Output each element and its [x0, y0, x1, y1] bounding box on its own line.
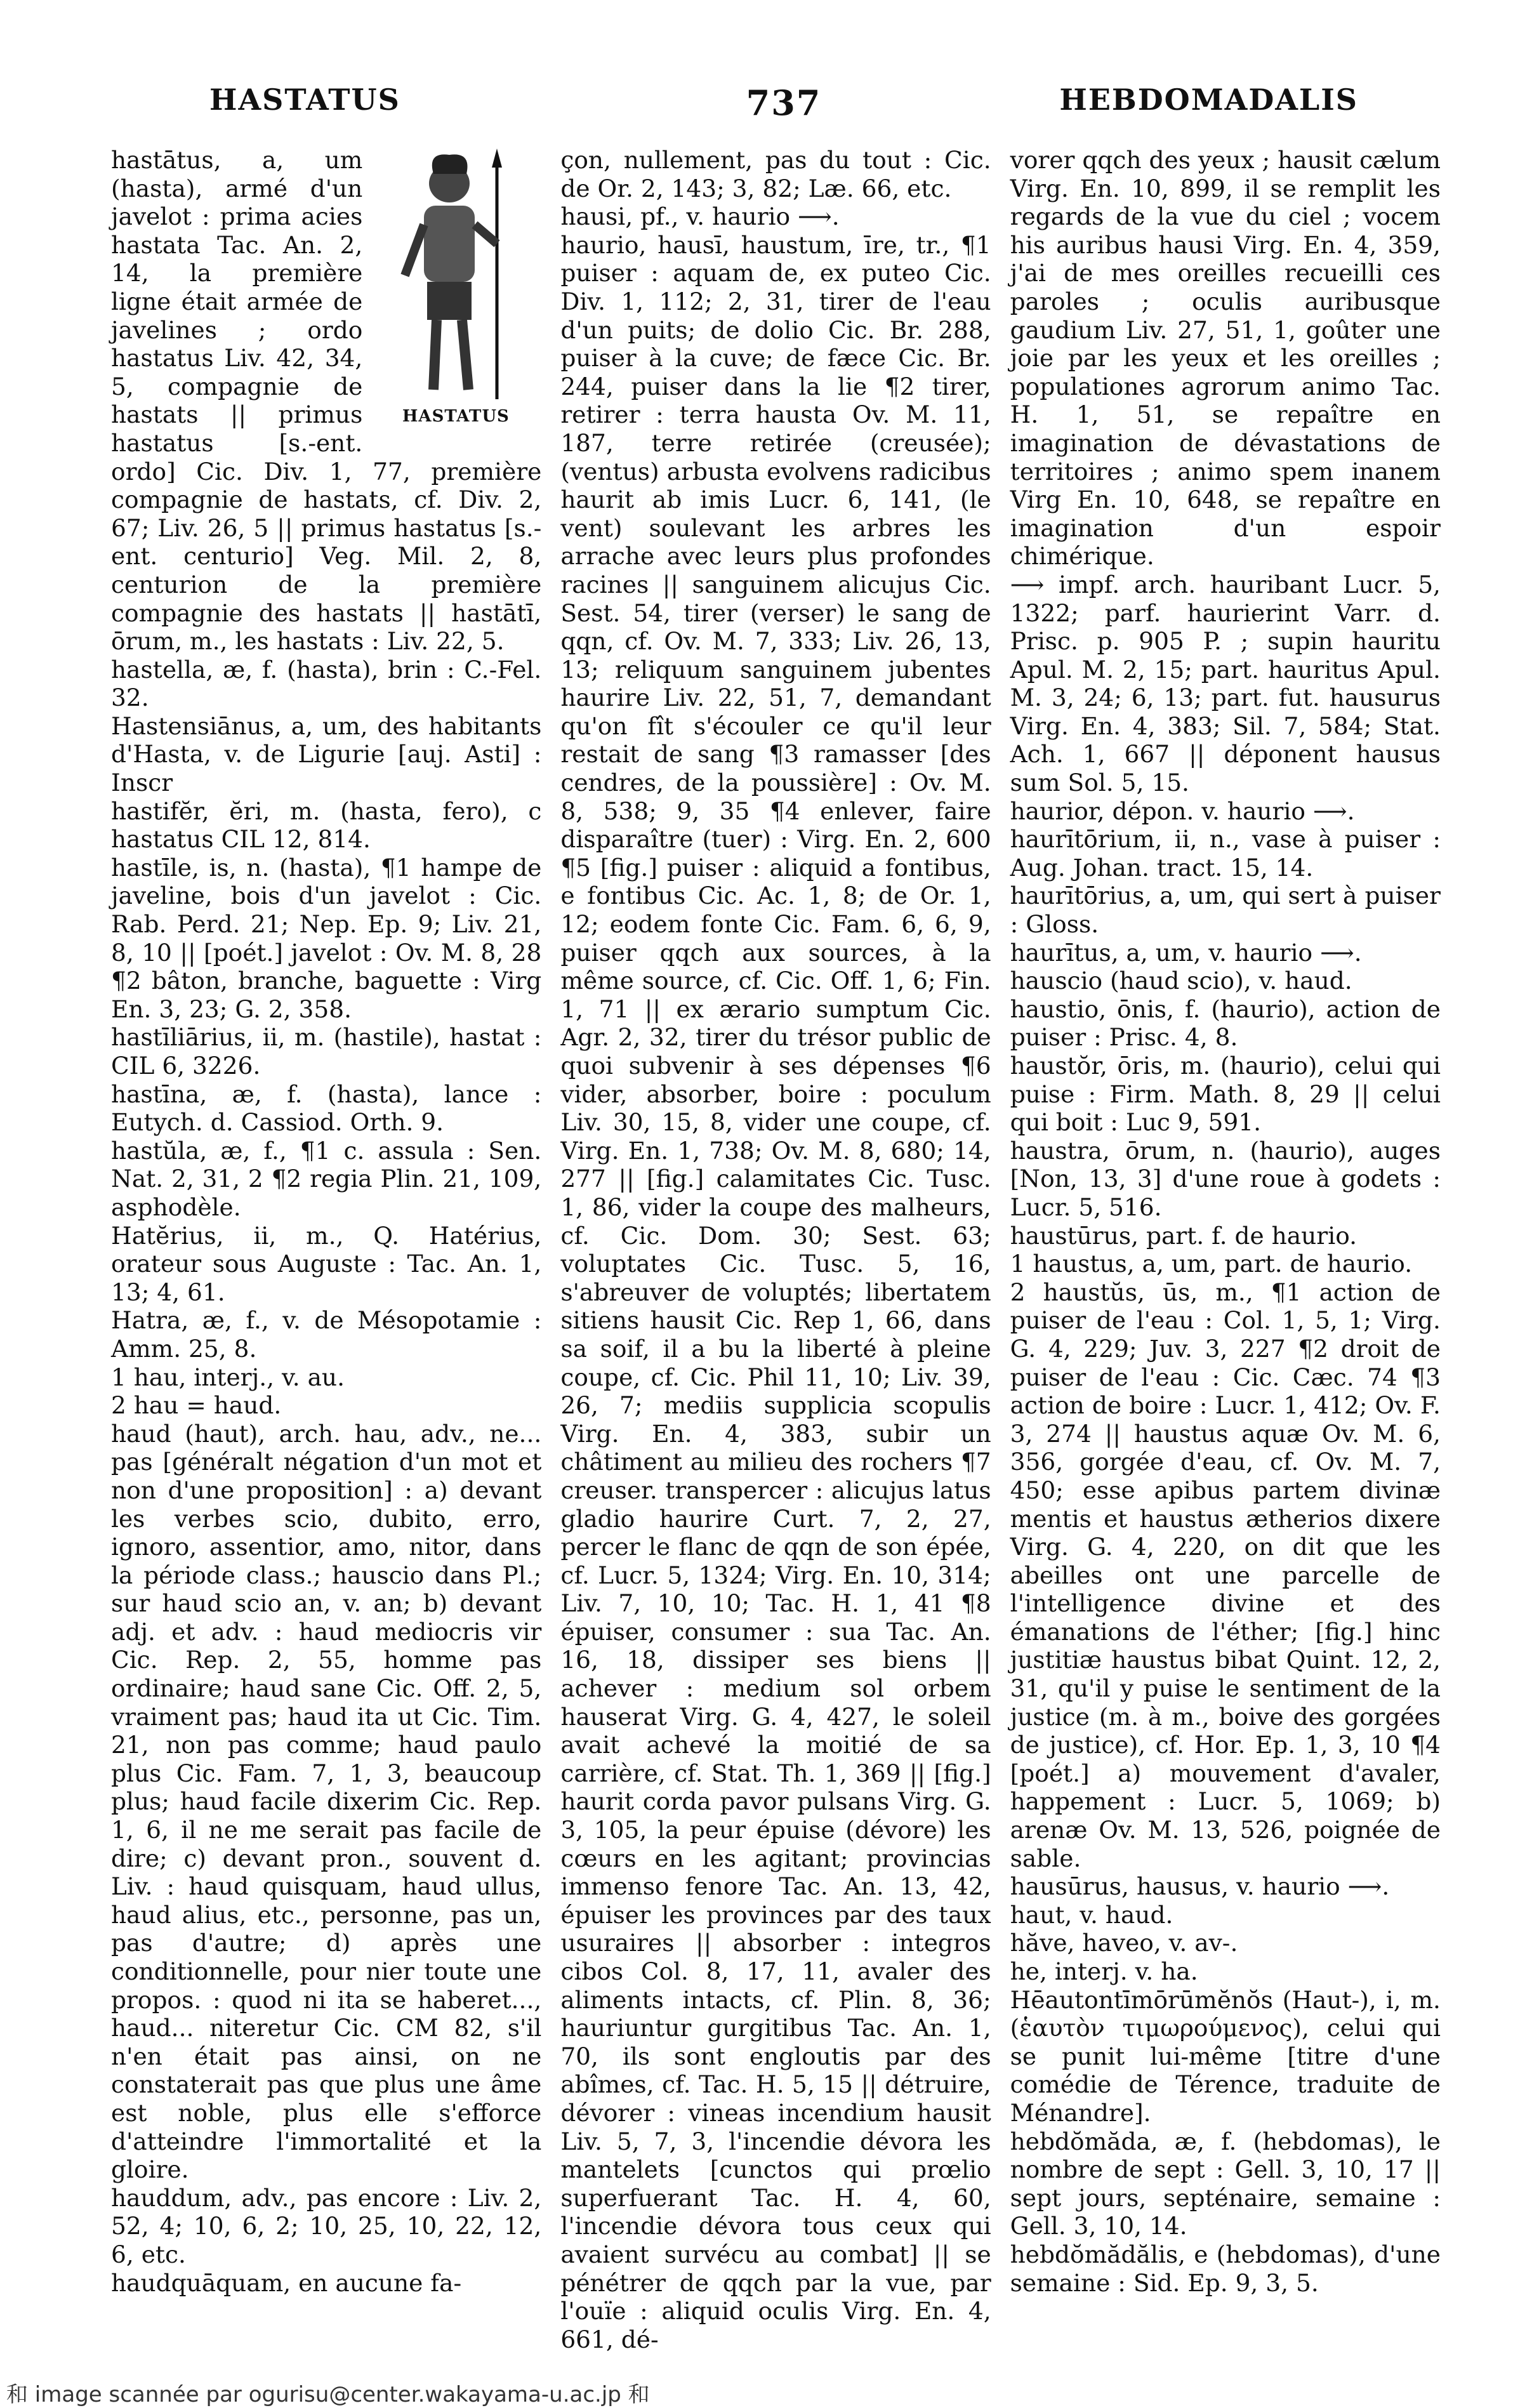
dictionary-entry: hauddum, adv., pas encore : Liv. 2, 52, 4; 10, 6, 2; 10, 25, 10, 22, 12, 6, etc.: [111, 2183, 542, 2268]
scan-credit: 和 image scannée par ogurisu@center.wakayama-u.ac.jp 和: [6, 2382, 650, 2407]
column-left: [111, 146, 541, 2323]
running-head-left: HASTATUS: [209, 83, 400, 117]
dictionary-entry: Hatra, æ, f., v. de Mésopotamie : Amm. 25, 8.: [111, 1306, 542, 1363]
running-head-right: HEBDOMADALIS: [1059, 83, 1358, 117]
dictionary-entry: haud (haut), arch. hau, adv., ne... pas [généralt négation d'un mot et non d'une proposition] : a) devant les verbes scio, dubito, erro, ignoro, assentior, amo, nitor, dans la période class.; hauscio dans Pl.; sur haud scio an, v. an; b) devant adj. et adv. : haud mediocris vir Cic. Rep. 2, 55, homme pas ordinaire; haud sane Cic. Off. 2, 5, vraiment pas; haud ita ut Cic. Tim. 21, non pas comme; haud paulo plus Cic. Fam. 7, 1, 3, beaucoup plus; haud facile dixerim Cic. Rep. 1, 6, il ne me serait pas facile de dire; c) devant pron., souvent d. Liv. : haud quisquam, haud ullus, haud alius, etc., personne, pas un, pas d'autre; d) après une conditionnelle, pour nier toute une propos. : quod ni ita se haberet..., haud... niteretur Cic. CM 82, s'il n'en était pas ainsi, on ne constaterait pas que plus une âme est noble, plus elle s'efforce d'atteindre l'immortalité et la gloire.: [111, 1419, 542, 2184]
dictionary-entry: haustūrus, part. f. de haurio.: [1010, 1221, 1357, 1250]
dictionary-entry: hausi, pf., v. haurio ⟶.: [560, 202, 840, 231]
dictionary-entry: haurītōrium, ii, n., vase à puiser : Aug. Johan. tract. 15, 14.: [1010, 825, 1441, 882]
dictionary-entry: vorer qqch des yeux ; hausit cælum Virg. En. 10, 899, il se remplit les regards de la vue du ciel ; vocem his auribus hausi Virg. En. 4, 359, j'ai de mes oreilles recueilli ces paroles ; oculis auribusque gaudium Liv. 27, 51, 1, goûter une joie par les yeux et les oreilles ; populationes agrorum animo Tac. H. 1, 51, se repaître en imagination de dévastations de territoires ; animo spem inanem Virg En. 10, 648, se repaître en imagination d'un espoir chimérique.: [1010, 146, 1441, 571]
dictionary-entry: Hēautontīmōrūmĕnŏs (Haut-), i, m. (ἑαυτὸν τιμωρούμενος), celui qui se punit lui-même [titre d'une comédie de Térence, traduite de Ménandre].: [1010, 1985, 1441, 2127]
dictionary-entry: hastella, æ, f. (hasta), brin : C.-Fel. 32.: [111, 655, 542, 712]
dictionary-entry: çon, nullement, pas du tout : Cic. de Or. 2, 143; 3, 82; Læ. 66, etc.: [560, 146, 991, 202]
dictionary-entry: Hatĕrius, ii, m., Q. Hatérius, orateur sous Auguste : Tac. An. 1, 13; 4, 61.: [111, 1221, 542, 1306]
dictionary-entry: hastīliārius, ii, m. (hastile), hastat : CIL 6, 3226.: [111, 1023, 542, 1080]
dictionary-entry: haurītōrius, a, um, qui sert à puiser : Gloss.: [1010, 882, 1441, 939]
dictionary-entry: hebdŏmăda, æ, f. (hebdomas), le nombre de sept : Gell. 3, 10, 17 || sept jours, septénaire, semaine : Gell. 3, 10, 14.: [1010, 2127, 1441, 2240]
page-header: [209, 83, 1358, 133]
dictionary-entry: he, interj. v. ha.: [1010, 1957, 1198, 1985]
dictionary-entry: hastīle, is, n. (hasta), ¶1 hampe de javeline, bois d'un javelot : Cic. Rab. Perd. 21; Nep. Ep. 9; Liv. 21, 8, 10 || [poét.] javelot : Ov. M. 8, 28 ¶2 bâton, branche, baguette : Virg En. 3, 23; G. 2, 358.: [111, 853, 542, 1023]
page-number: 737: [746, 83, 822, 123]
dictionary-entry: hăve, haveo, v. av-.: [1010, 1929, 1238, 1957]
hastatus-illustration: [370, 149, 541, 428]
dictionary-entry: hauscio (haud scio), v. haud.: [1010, 967, 1352, 995]
dictionary-entry: haustio, ōnis, f. (haurio), action de puiser : Prisc. 4, 8.: [1010, 995, 1441, 1052]
dictionary-entry: hastātus, a, um (hasta), armé d'un javelot : prima acies hastata Tac. An. 2, 14, la première ligne était armée de javelines ; ordo hastatus Liv. 42, 34, 5, compagnie de hastats || primus hastatus [s.-ent. ordo] Cic. Div. 1, 77, première compagnie de hastats, cf. Div. 2, 67; Liv. 26, 5 || primus hastatus [s.-ent. centurio] Veg. Mil. 2, 8, centurion de la première compagnie des hastats || hastātī, ōrum, m., les hastats : Liv. 22, 5.: [111, 146, 542, 656]
dictionary-entry: 2 hau = haud.: [111, 1391, 282, 1420]
dictionary-entry: haustŏr, ōris, m. (haurio), celui qui puise : Firm. Math. 8, 29 || celui qui boit : Luc 9, 591.: [1010, 1052, 1441, 1137]
dictionary-entry: haustra, ōrum, n. (haurio), auges [Non, 13, 3] d'une roue à godets : Lucr. 5, 516.: [1010, 1136, 1441, 1221]
dictionary-entry: 2 haustŭs, ūs, m., ¶1 action de puiser de l'eau : Col. 1, 5, 1; Virg. G. 4, 229; Juv. 3, 227 ¶2 droit de puiser de l'eau : Cic. Cæc. 74 ¶3 action de boire : Lucr. 1, 412; Ov. F. 3, 274 || haustus aquæ Ov. M. 6, 356, gorgée d'eau, cf. Ov. M. 7, 450; esse apibus partem divinæ mentis et haustus ætherios dixere Virg. G. 4, 220, on dit que les abeilles ont une parcelle de l'intelligence divine et des émanations de l'éther; [fig.] hinc justitiæ haustus bibat Quint. 12, 2, 31, qu'il y puise le sentiment de la justice (m. à m., boive des gorgées de justice), cf. Hor. Ep. 1, 3, 10 ¶4 [poét.] a) mouvement d'avaler, happement : Lucr. 5, 1069; b) arenæ Ov. M. 13, 526, poignée de sable.: [1010, 1278, 1441, 1872]
dictionary-entry: hausūrus, hausus, v. haurio ⟶.: [1010, 1872, 1390, 1901]
dictionary-entry: haut, v. haud.: [1010, 1900, 1173, 1929]
dictionary-columns: [111, 146, 1441, 2353]
dictionary-entry: haudquāquam, en aucune fa-: [111, 2268, 462, 2297]
figure-caption: HASTATUS: [402, 407, 510, 426]
dictionary-entry: hastīna, æ, f. (hasta), lance : Eutych. d. Cassiod. Orth. 9.: [111, 1080, 542, 1137]
dictionary-entry: haurior, dépon. v. haurio ⟶.: [1010, 797, 1355, 825]
column-middle: [560, 146, 991, 2353]
dictionary-entry: haurio, hausī, haustum, īre, tr., ¶1 puiser : aquam de, ex puteo Cic. Div. 1, 112; 2, 31, tirer de l'eau d'un puits; de dolio Cic. Br. 288, puiser à la cuve; de fæce Cic. Br. 244, puiser dans la lie ¶2 tirer, retirer : terra hausta Ov. M. 11, 187, terre retirée (creusée); (ventus) arbusta evolvens radicibus haurit ab imis Lucr. 6, 141, (le vent) soulevant les arbres les arrache avec leurs plus profondes racines || sanguinem alicujus Cic. Sest. 54, tirer (verser) le sang de qqn, cf. Ov. M. 7, 333; Liv. 26, 13, 13; reliquum sanguinem jubentes haurire Liv. 22, 51, 7, demandant qu'on fît s'écouler ce qu'il leur restait de sang ¶3 ramasser [des cendres, de la poussière] : Ov. M. 8, 538; 9, 35 ¶4 enlever, faire disparaître (tuer) : Virg. En. 2, 600 ¶5 [fig.] puiser : aliquid a fontibus, e fontibus Cic. Ac. 1, 8; de Or. 1, 12; eodem fonte Cic. Fam. 6, 6, 9, puiser qqch aux sources, à la même source, cf. Cic. Off. 1, 6; Fin. 1, 71 || ex ærario sumptum Cic. Agr. 2, 32, tirer du trésor public de quoi subvenir à ses dépenses ¶6 vider, absorber, boire : poculum Liv. 30, 15, 8, vider une coupe, cf. Virg. En. 1, 738; Ov. M. 8, 680; 14, 277 || [fig.] calamitates Cic. Tusc. 1, 86, vider la coupe des malheurs, cf. Cic. Dom. 30; Sest. 63; voluptates Cic. Tusc. 5, 16, s'abreuver de voluptés; libertatem sitiens hausit Cic. Rep 1, 66, dans sa soif, il a bu la liberté à pleine coupe, cf. Cic. Phil 11, 10; Liv. 39, 26, 7; mediis supplicia scopulis Virg. En. 4, 383, subir un châtiment au milieu des rochers ¶7 creuser. transpercer : alicujus latus gladio haurire Curt. 7, 2, 27, percer le flanc de qqn de son épée, cf. Lucr. 5, 1324; Virg. En. 10, 314; Liv. 7, 10, 10; Tac. H. 1, 41 ¶8 épuiser, consumer : sua Tac. An. 16, 18, dissiper ses biens || achever : medium sol orbem hauserat Virg. G. 4, 427, le soleil avait achevé la moitié de sa carrière, cf. Stat. Th. 1, 369 || [fig.] haurit corda pavor pulsans Virg. G. 3, 105, la peur épuise (dévore) les cœurs en les agitant; provincias immenso fenore Tac. An. 13, 42, épuiser les provinces par des taux usuraires || absorber : integros cibos Col. 8, 17, 11, avaler des aliments intacts, cf. Plin. 8, 36; hauriuntur gurgitibus Tac. An. 1, 70, ils sont engloutis par des abîmes, cf. Tac. H. 5, 15 || détruire, dévorer : vineas incendium hausit Liv. 5, 7, 3, l'incendie dévora les mantelets [cunctos qui prœlio superfuerant Tac. H. 4, 60, l'incendie dévora tous ceux qui avaient survécu au combat] || se pénétrer de qqch par la vue, par l'ouïe : aliquid oculis Virg. En. 4, 661, dé-: [560, 230, 991, 2353]
dictionary-entry: hebdŏmădălis, e (hebdomas), d'une semaine : Sid. Ep. 9, 3, 5.: [1010, 2240, 1441, 2297]
column-right: [1010, 146, 1441, 2323]
dictionary-entry: haurītus, a, um, v. haurio ⟶.: [1010, 938, 1362, 967]
dictionary-entry: 1 haustus, a, um, part. de haurio.: [1010, 1250, 1413, 1278]
dictionary-entry: Hastensiānus, a, um, des habitants d'Hasta, v. de Ligurie [auj. Asti] : Inscr: [111, 711, 542, 797]
dictionary-entry: hastŭla, æ, f., ¶1 c. assula : Sen. Nat. 2, 31, 2 ¶2 regia Plin. 21, 109, asphodèle.: [111, 1136, 542, 1221]
dictionary-entry: 1 hau, interj., v. au.: [111, 1363, 345, 1391]
hastatus-figure-icon: [389, 149, 522, 402]
dictionary-entry: ⟶ impf. arch. hauribant Lucr. 5, 1322; parf. haurierint Varr. d. Prisc. p. 905 P. ; supin hauritu Apul. M. 2, 15; part. hauritus Apul. M. 3, 24; 6, 13; part. fut. hausurus Virg. En. 4, 383; Sil. 7, 584; Stat. Ach. 1, 667 || déponent hausus sum Sol. 5, 15.: [1010, 570, 1441, 797]
dictionary-entry: hastifĕr, ĕri, m. (hasta, fero), c hastatus CIL 12, 814.: [111, 797, 542, 854]
